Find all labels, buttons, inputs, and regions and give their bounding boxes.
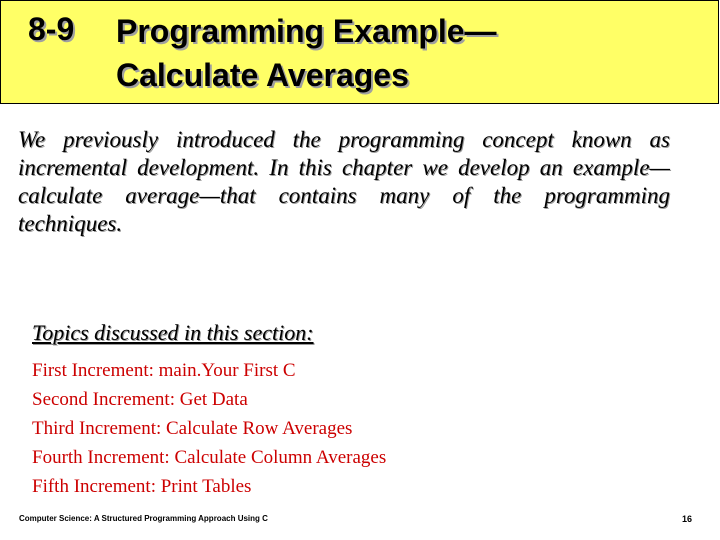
topic-item-fifth-increment: Fifth Increment: Print Tables — [32, 476, 252, 497]
footer-book-title: Computer Science: A Structured Programming Approach Using C — [19, 514, 268, 523]
intro-paragraph: We previously introduced the programming concept known as incremental development. In this chapter we develop an example—calculate average—that contains many of the programming techniques. — [18, 127, 670, 236]
page-number: 16 — [682, 514, 693, 524]
slide-title — [116, 9, 676, 97]
slide-title-line-1: Programming Example— — [116, 13, 497, 49]
slide-title-line-2: Calculate Averages — [116, 57, 409, 93]
topics-heading: Topics discussed in this section: — [32, 320, 314, 345]
topic-item-third-increment: Third Increment: Calculate Row Averages — [32, 418, 353, 439]
title-banner — [0, 0, 719, 104]
topic-item-first-increment: First Increment: main.Your First C — [32, 360, 296, 381]
topic-item-fourth-increment: Fourth Increment: Calculate Column Averages — [32, 447, 387, 468]
topic-item-second-increment: Second Increment: Get Data — [32, 389, 248, 410]
topics-list — [32, 356, 386, 501]
section-number: 8-9 — [28, 11, 75, 47]
